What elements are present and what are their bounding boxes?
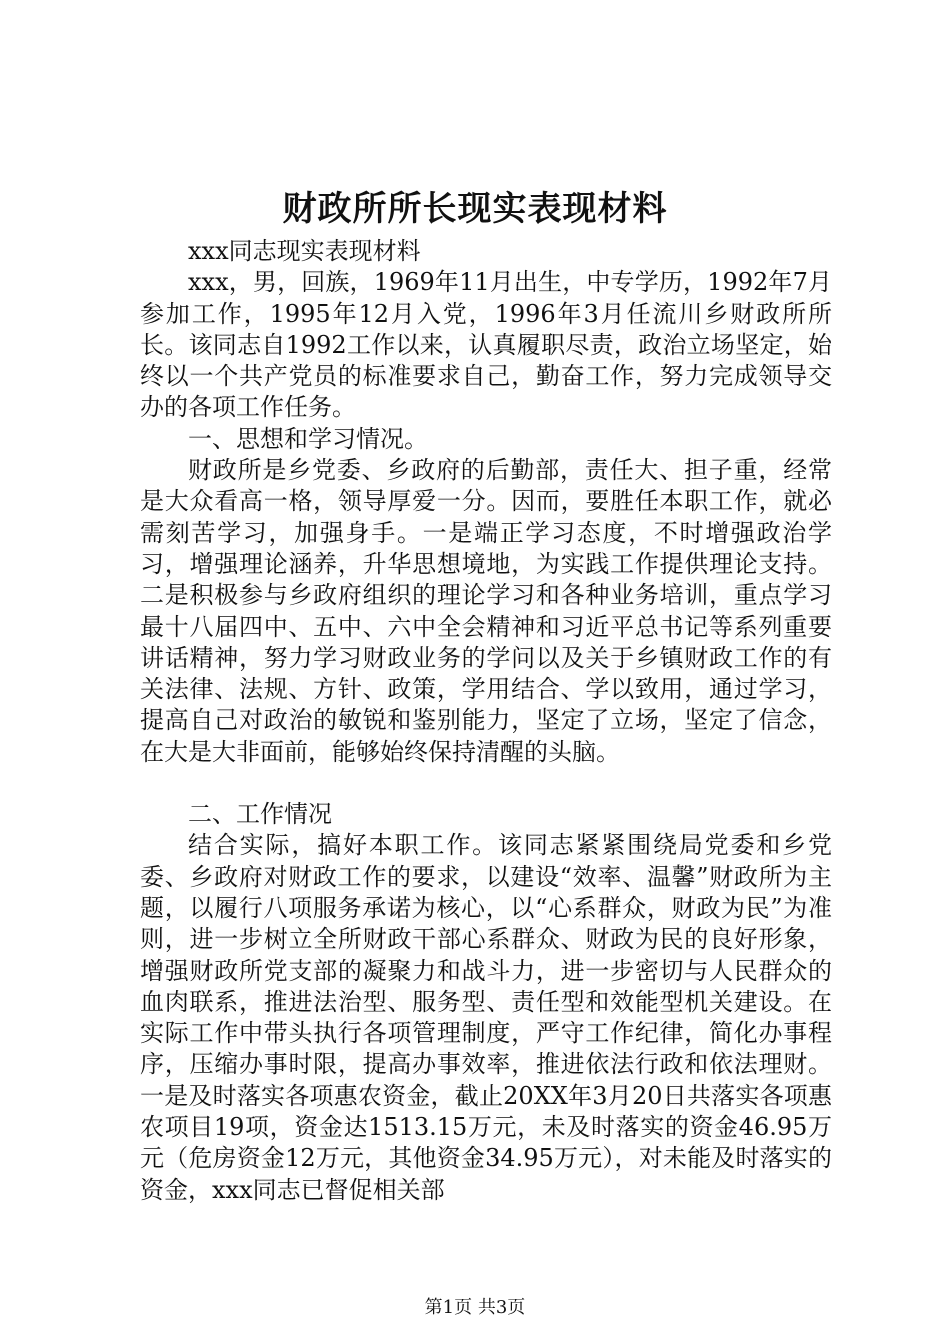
section-heading-work: 二、工作情况 (188, 800, 332, 829)
paragraph-subtitle: xxx同志现实表现材料 (188, 237, 421, 265)
paragraph-work: 结合实际，搞好本职工作。该同志紧紧围绕局党委和乡党委、乡政府对财政工作的要求，以建设“效率、温馨”财政所为主题，以履行八项服务承诺为核心，以“心系群众，财政为民”为准则，进一步树立全所财政干部心系群众、财政为民的良好形象，增强财政所党支部的凝聚力和战斗力，进一步密切与人民群众的血肉联系，推进法治型、服务型、责任型和效能型机关建设。在实际工作中带头执行各项管理制度，严守工作纪律，简化办事程序，压缩办事时限，提高办事效率，推进依法行政和依法理财。一是及时落实各项惠农资金，截止20XX年3月20日共落实各项惠农项目19项，资金达1513.15万元，未及时落实的资金46.95万元（危房资金12万元，其他资金34.95万元），对未能及时落实的资金，xxx同志已督促相关部 (140, 831, 832, 1204)
page-footer: 第1页 共3页 (424, 1297, 526, 1318)
document-body (140, 236, 832, 1206)
document-title: 财政所所长现实表现材料 (282, 189, 668, 229)
section-heading-study: 一、思想和学习情况。 (188, 424, 428, 453)
paragraph-study: 财政所是乡党委、乡政府的后勤部，责任大、担子重，经常是大众看高一格，领导厚爱一分。因而，要胜任本职工作，就必需刻苦学习，加强身手。一是端正学习态度，不时增强政治学习，增强理论涵养，升华思想境地，为实践工作提供理论支持。二是积极参与乡政府组织的理论学习和各种业务培训，重点学习最十八届四中、五中、六中全会精神和习近平总书记等系列重要讲话精神，努力学习财政业务的学问以及关于乡镇财政工作的有关法律、法规、方针、政策，学用结合、学以致用，通过学习，提高自己对政治的敏锐和鉴别能力，坚定了立场，坚定了信念，在大是大非面前，能够始终保持清醒的头脑。 (140, 456, 832, 766)
paragraph-profile: xxx，男，回族，1969年11月出生，中专学历，1992年7月参加工作，1995年12月入党，1996年3月任流川乡财政所所长。该同志自1992工作以来，认真履职尽责，政治立场坚定，始终以一个共产党员的标准要求自己，勤奋工作，努力完成领导交办的各项工作任务。 (140, 268, 832, 422)
